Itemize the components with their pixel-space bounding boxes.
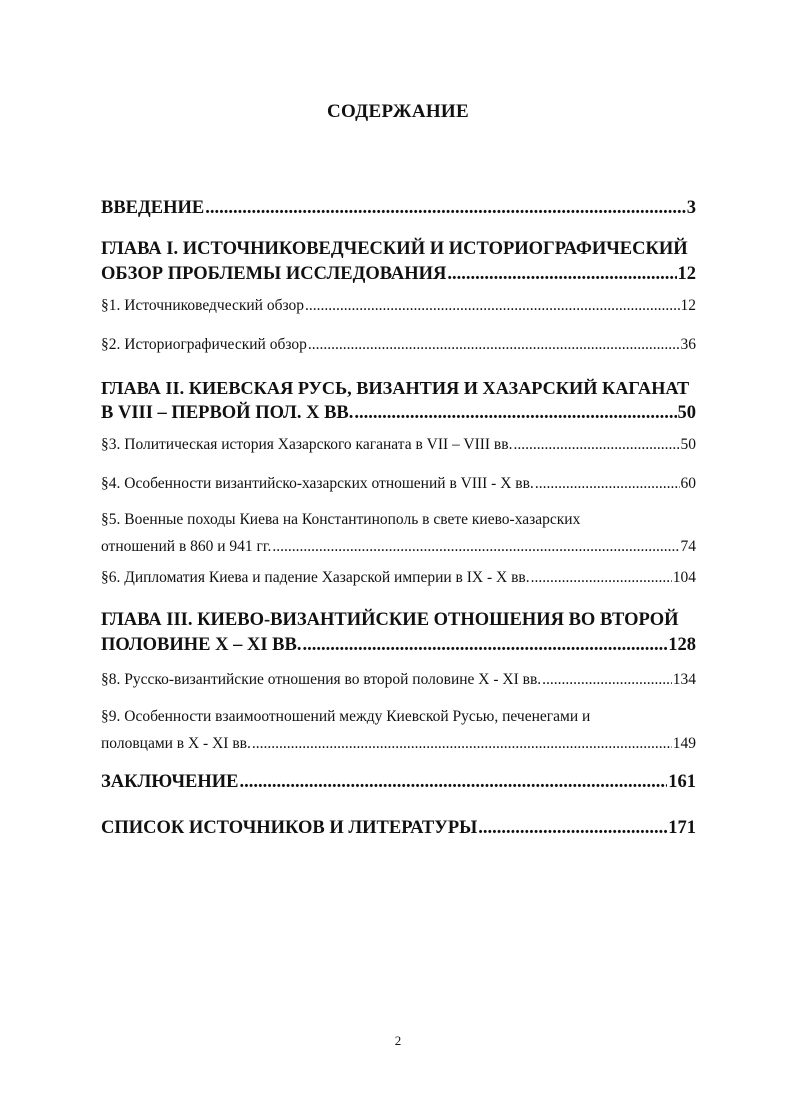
dot-leader (308, 331, 680, 358)
toc-entry-section-9[interactable] (101, 703, 696, 757)
toc-page-number: 74 (680, 538, 696, 555)
toc-page-number: 3 (686, 198, 696, 218)
toc-entry-chapter-3[interactable] (101, 608, 696, 658)
toc-entry-label: ВВЕДЕНИЕ (101, 198, 205, 218)
toc-entry-section-3[interactable] (101, 431, 696, 458)
toc-entry-label-cont: половцами в Х - XI вв. (101, 735, 251, 752)
dot-leader (542, 666, 672, 693)
toc-entry-section-6[interactable] (101, 564, 696, 591)
toc-page-number: 128 (668, 635, 696, 655)
toc-page-number: 12 (680, 297, 696, 314)
dot-leader (240, 770, 668, 795)
toc-page-number: 161 (668, 772, 696, 792)
page-number: 2 (394, 1033, 402, 1048)
dot-leader (252, 730, 672, 757)
toc-entry-label: §5. Военные походы Киева на Константинополь в свете киево-хазарских (101, 511, 581, 528)
toc-page-number: 60 (680, 475, 696, 492)
toc-entry-label: ГЛАВА III. КИЕВО-ВИЗАНТИЙСКИЕ ОТНОШЕНИЯ ВО ВТОРОЙ (101, 610, 679, 630)
toc-entry-sources[interactable] (101, 816, 696, 841)
toc-entry-label: ГЛАВА II. КИЕВСКАЯ РУСЬ, ВИЗАНТИЯ И ХАЗАРСКИЙ КАГАНАТ (101, 378, 690, 398)
toc-entry-conclusion[interactable] (101, 770, 696, 795)
toc-page-number: 36 (680, 336, 696, 353)
toc-page-number: 104 (672, 569, 696, 586)
toc-page-number: 50 (677, 403, 696, 423)
toc-entry-label: СПИСОК ИСТОЧНИКОВ И ЛИТЕРАТУРЫ (101, 818, 478, 838)
toc-page-number: 50 (680, 436, 696, 453)
toc-entry-label: §3. Политическая история Хазарского каганата в VII – VIII вв. (101, 436, 513, 453)
dot-leader (535, 470, 680, 497)
dot-leader (302, 633, 667, 658)
toc-page-number: 134 (672, 671, 696, 688)
toc-entry-label-cont: ПОЛОВИНЕ Х – XI ВВ. (101, 635, 302, 655)
dot-leader (531, 564, 672, 591)
toc-page-number: 171 (668, 818, 696, 838)
toc-entry-section-4[interactable] (101, 470, 696, 497)
dot-leader (305, 292, 679, 319)
dot-leader (513, 431, 679, 458)
toc-page-number: 149 (672, 735, 696, 752)
toc-entry-label-cont: ОБЗОР ПРОБЛЕМЫ ИССЛЕДОВАНИЯ (101, 264, 447, 284)
toc-entry-label-cont: В VIII – ПЕРВОЙ ПОЛ. Х ВВ. (101, 403, 354, 423)
toc-entry-label: §2. Историографический обзор (101, 336, 307, 353)
dot-leader (447, 262, 676, 287)
toc-entry-chapter-2[interactable] (101, 376, 696, 426)
toc-entry-introduction[interactable] (101, 196, 696, 221)
toc-entry-section-5[interactable] (101, 506, 696, 560)
dot-leader (478, 816, 667, 841)
dot-leader (354, 401, 676, 426)
toc-entry-label: ГЛАВА I. ИСТОЧНИКОВЕДЧЕСКИЙ И ИСТОРИОГРАФИЧЕСКИЙ (101, 239, 688, 259)
toc-entry-label: §4. Особенности византийско-хазарских отношений в VIII - Х вв. (101, 475, 534, 492)
dot-leader (205, 196, 686, 221)
toc-entry-label: §1. Источниковедческий обзор (101, 297, 305, 314)
toc-entry-label: §9. Особенности взаимоотношений между Киевской Русью, печенегами и (101, 708, 591, 725)
toc-entry-section-1[interactable] (101, 292, 696, 319)
toc-entry-label: ЗАКЛЮЧЕНИЕ (101, 772, 239, 792)
toc-page-number: 12 (677, 264, 696, 284)
toc-entry-section-2[interactable] (101, 331, 696, 358)
toc-entry-section-8[interactable] (101, 666, 696, 693)
toc-entry-label-cont: отношений в 860 и 941 гг. (101, 538, 272, 555)
toc-entry-chapter-1[interactable] (101, 237, 696, 287)
toc-title: СОДЕРЖАНИЕ (327, 101, 469, 122)
toc-entry-label: §6. Дипломатия Киева и падение Хазарской империи в IX - Х вв. (101, 569, 530, 586)
dot-leader (272, 533, 679, 560)
toc-entry-label: §8. Русско-византийские отношения во второй половине Х - XI вв. (101, 671, 542, 688)
